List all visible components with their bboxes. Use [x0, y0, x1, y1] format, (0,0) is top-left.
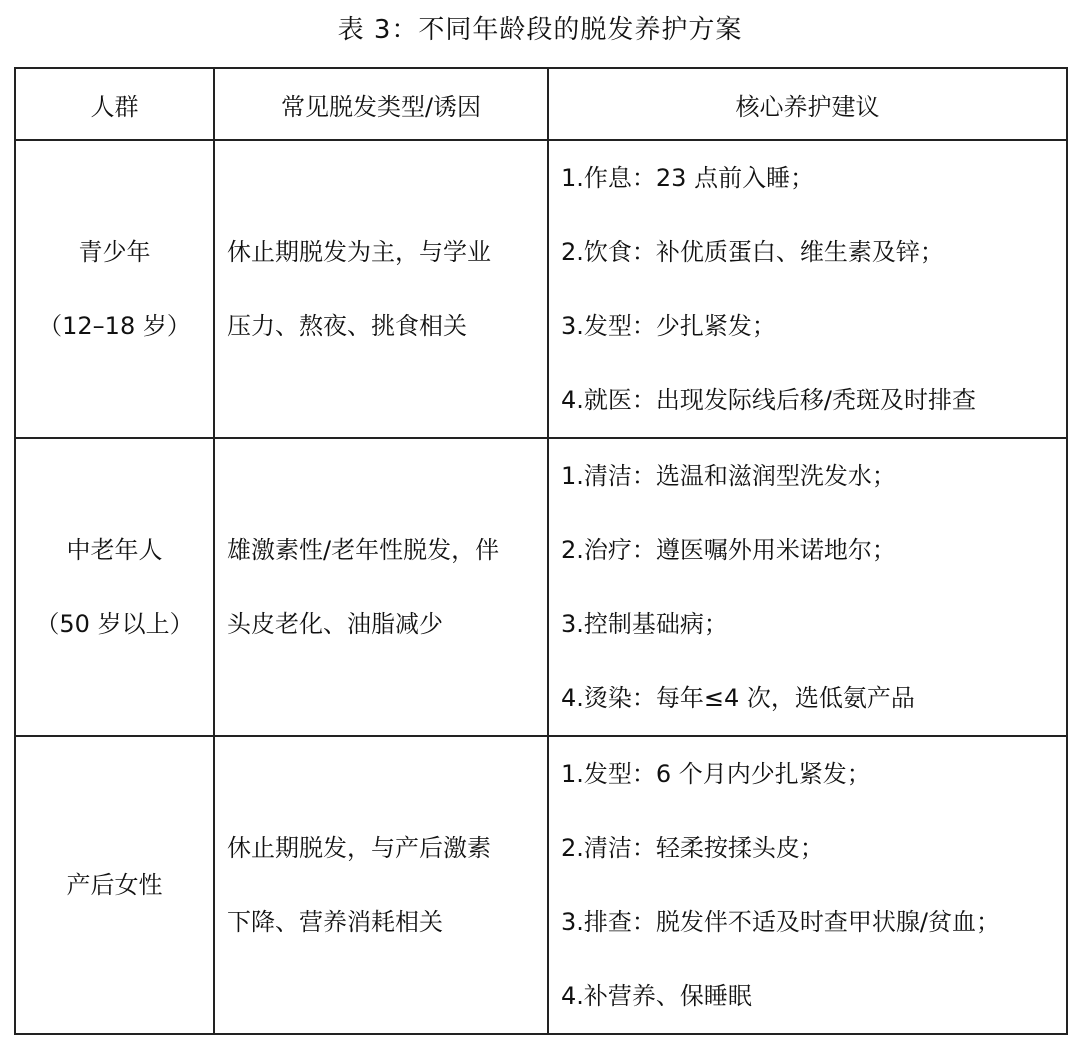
- advice-cell: [548, 438, 1067, 736]
- advice-item: 1.作息：23 点前入睡；: [561, 164, 815, 192]
- group-cell: [15, 438, 214, 736]
- advice-cell: [548, 736, 1067, 1034]
- cause-cell: [214, 736, 548, 1034]
- advice-item: 1.发型：6 个月内少扎紧发；: [561, 760, 871, 788]
- cause-cell: [214, 438, 548, 736]
- advice-item: 2.治疗：遵医嘱外用米诺地尔；: [561, 536, 896, 564]
- header-group: 人群: [15, 68, 214, 140]
- advice-cell: [548, 140, 1067, 438]
- advice-item: 3.排查：脱发伴不适及时查甲状腺/贫血；: [561, 908, 1000, 936]
- group-name: 产后女性: [66, 871, 163, 899]
- cause-line: 休止期脱发为主，与学业: [227, 238, 491, 266]
- advice-item: 4.补营养、保睡眠: [561, 982, 752, 1010]
- group-cell: [15, 736, 214, 1034]
- advice-item: 4.就医：出现发际线后移/秃斑及时排查: [561, 386, 976, 414]
- advice-item: 4.烫染：每年≤4 次，选低氨产品: [561, 684, 915, 712]
- cause-line: 休止期脱发，与产后激素: [227, 834, 491, 862]
- header-cause: 常见脱发类型/诱因: [214, 68, 548, 140]
- cause-cell: [214, 140, 548, 438]
- advice-item: 2.饮食：补优质蛋白、维生素及锌；: [561, 238, 944, 266]
- table-header-row: [15, 68, 1067, 140]
- group-name: 青少年: [78, 238, 151, 266]
- cause-line: 头皮老化、油脂减少: [227, 610, 443, 638]
- table-row: [15, 140, 1067, 438]
- cause-line: 压力、熬夜、挑食相关: [227, 312, 467, 340]
- header-advice: 核心养护建议: [548, 68, 1067, 140]
- group-cell: [15, 140, 214, 438]
- group-age: （12–18 岁）: [38, 312, 191, 340]
- advice-item: 1.清洁：选温和滋润型洗发水；: [561, 462, 896, 490]
- hair-care-table: [14, 67, 1068, 1035]
- advice-item: 2.清洁：轻柔按揉头皮；: [561, 834, 824, 862]
- cause-line: 下降、营养消耗相关: [227, 908, 443, 936]
- advice-item: 3.控制基础病；: [561, 610, 728, 638]
- table-row: [15, 438, 1067, 736]
- table-caption: 表 3：不同年龄段的脱发养护方案: [337, 15, 743, 45]
- cause-line: 雄激素性/老年性脱发，伴: [227, 536, 500, 564]
- table-row: [15, 736, 1067, 1034]
- advice-item: 3.发型：少扎紧发；: [561, 312, 776, 340]
- group-name: 中老年人: [66, 536, 163, 564]
- group-age: （50 岁以上）: [35, 610, 194, 638]
